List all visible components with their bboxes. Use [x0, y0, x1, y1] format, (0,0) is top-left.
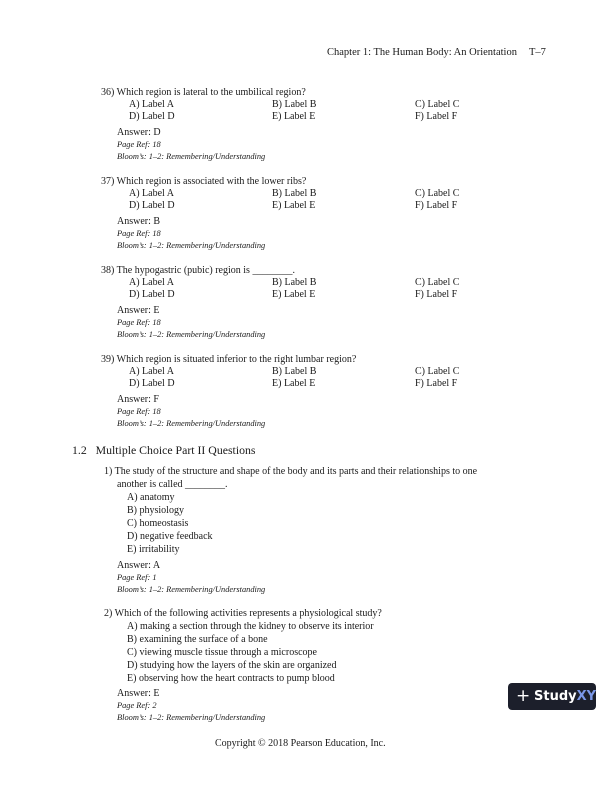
q36-option-d: D) Label D	[129, 111, 175, 122]
q38-option-f: F) Label F	[415, 289, 458, 300]
p2q2-option-e: E) observing how the heart contracts to pump blood	[127, 673, 335, 684]
question-39: 39) Which region is situated inferior to the right lumbar region?	[101, 354, 357, 365]
q37-option-a: A) Label A	[129, 188, 174, 199]
q37-option-c: C) Label C	[415, 188, 460, 199]
section-heading: 1.2 Multiple Choice Part II Questions	[72, 443, 256, 457]
studyxy-watermark	[508, 683, 596, 710]
part2-question-1-line1: 1) The study of the structure and shape of the body and its parts and their relationships to one	[104, 466, 478, 477]
p2q1-answer: Answer: A	[117, 560, 161, 571]
q39-option-f: F) Label F	[415, 378, 458, 389]
p2q1-page-ref: Page Ref: 1	[117, 573, 157, 582]
p2q2-blooms: Bloom’s: 1–2: Remembering/Understanding	[117, 713, 266, 722]
page-number: T–7	[528, 47, 546, 58]
chapter-title: Chapter 1: The Human Body: An Orientation	[327, 47, 517, 58]
q36-blooms: Bloom’s: 1–2: Remembering/Understanding	[117, 152, 266, 161]
q39-option-e: E) Label E	[272, 378, 316, 389]
q37-option-e: E) Label E	[272, 200, 316, 211]
running-header	[327, 47, 546, 58]
q39-option-b: B) Label B	[272, 366, 317, 377]
p2q1-option-c: C) homeostasis	[127, 518, 189, 529]
q38-option-e: E) Label E	[272, 289, 316, 300]
question-36: 36) Which region is lateral to the umbilical region?	[101, 87, 306, 98]
q36-option-c: C) Label C	[415, 99, 460, 110]
p2q2-answer: Answer: E	[117, 688, 160, 699]
p2q2-option-b: B) examining the surface of a bone	[127, 634, 268, 645]
p2q1-option-e: E) irritability	[127, 544, 180, 555]
q39-blooms: Bloom’s: 1–2: Remembering/Understanding	[117, 419, 266, 428]
q37-blooms: Bloom’s: 1–2: Remembering/Understanding	[117, 241, 266, 250]
q38-option-d: D) Label D	[129, 289, 175, 300]
q39-option-c: C) Label C	[415, 366, 460, 377]
q37-option-d: D) Label D	[129, 200, 175, 211]
q39-page-ref: Page Ref: 18	[117, 407, 161, 416]
q37-option-b: B) Label B	[272, 188, 317, 199]
q39-option-d: D) Label D	[129, 378, 175, 389]
q38-option-a: A) Label A	[129, 277, 174, 288]
part2-question-1-line2: another is called ________.	[117, 479, 228, 490]
q36-answer: Answer: D	[117, 127, 161, 138]
q38-page-ref: Page Ref: 18	[117, 318, 161, 327]
q36-option-e: E) Label E	[272, 111, 316, 122]
plus-icon: +	[516, 686, 531, 706]
q36-page-ref: Page Ref: 18	[117, 140, 161, 149]
q36-option-b: B) Label B	[272, 99, 317, 110]
p2q1-option-d: D) negative feedback	[127, 531, 213, 542]
q38-option-c: C) Label C	[415, 277, 460, 288]
q38-blooms: Bloom’s: 1–2: Remembering/Understanding	[117, 330, 266, 339]
copyright-footer: Copyright © 2018 Pearson Education, Inc.	[215, 738, 386, 749]
p2q1-option-a: A) anatomy	[127, 492, 175, 503]
p2q2-option-d: D) studying how the layers of the skin are organized	[127, 660, 337, 671]
p2q2-option-c: C) viewing muscle tissue through a microscope	[127, 647, 317, 658]
q37-page-ref: Page Ref: 18	[117, 229, 161, 238]
question-37: 37) Which region is associated with the lower ribs?	[101, 176, 307, 187]
part2-question-2: 2) Which of the following activities represents a physiological study?	[104, 608, 382, 619]
q38-answer: Answer: E	[117, 305, 160, 316]
p2q2-option-a: A) making a section through the kidney to observe its interior	[127, 621, 374, 632]
q36-option-a: A) Label A	[129, 99, 174, 110]
p2q1-blooms: Bloom’s: 1–2: Remembering/Understanding	[117, 585, 266, 594]
question-38: 38) The hypogastric (pubic) region is ________.	[101, 265, 295, 276]
p2q2-page-ref: Page Ref: 2	[117, 701, 157, 710]
q36-option-f: F) Label F	[415, 111, 458, 122]
p2q1-option-b: B) physiology	[127, 505, 184, 516]
q37-option-f: F) Label F	[415, 200, 458, 211]
watermark-text: StudyXY	[534, 689, 597, 704]
q39-answer: Answer: F	[117, 394, 159, 405]
q37-answer: Answer: B	[117, 216, 161, 227]
q39-option-a: A) Label A	[129, 366, 174, 377]
q38-option-b: B) Label B	[272, 277, 317, 288]
